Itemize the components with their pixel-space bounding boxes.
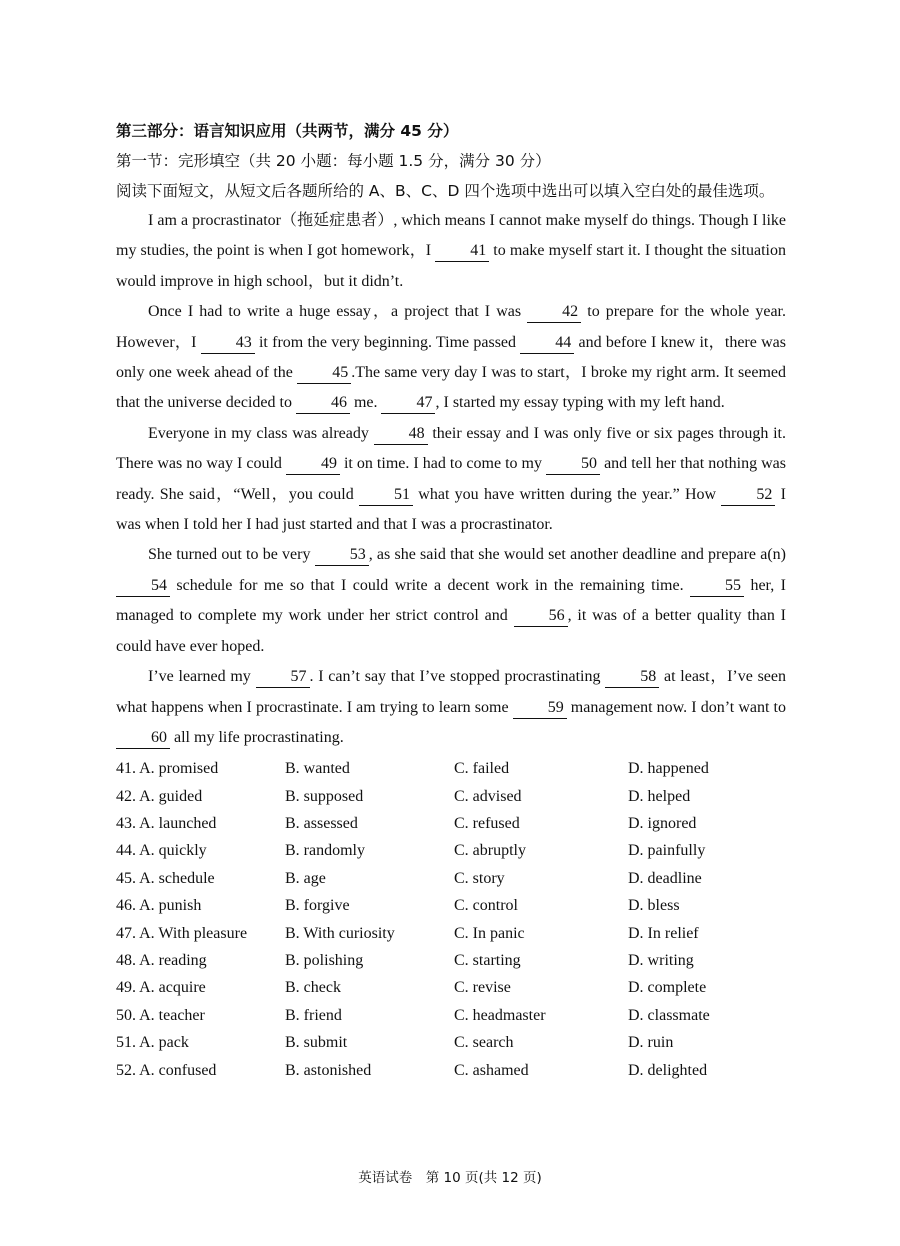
option-a: 47. A. With pleasure	[116, 924, 248, 942]
blank-46: 46	[296, 393, 350, 414]
section-title: 第一节：完形填空（共 20 小题：每小题 1.5 分，满分 30 分）	[116, 152, 551, 170]
option-d: D. painfully	[628, 842, 706, 860]
passage	[116, 206, 786, 753]
option-row	[116, 920, 786, 947]
blank-51: 51	[359, 485, 413, 506]
passage-text: Everyone in my class was already	[148, 424, 374, 442]
passage-text: it on time. I had to come to my	[339, 455, 547, 473]
option-b: B. forgive	[285, 897, 350, 915]
option-b: B. assessed	[285, 815, 358, 833]
option-a: 52. A. confused	[116, 1061, 217, 1079]
passage-text: .The same very day I was to start，I broke my right arm. It seemed that the universe decided to	[116, 364, 786, 412]
option-row	[116, 1057, 786, 1084]
option-row	[116, 837, 786, 864]
passage-text: to prepare for the whole year. However，I	[116, 303, 786, 351]
option-row	[116, 947, 786, 974]
option-b: B. polishing	[285, 952, 364, 970]
blank-48: 48	[374, 424, 428, 445]
option-d: D. happened	[628, 760, 709, 778]
option-a: 41. A. promised	[116, 760, 219, 778]
passage-paragraph	[116, 662, 786, 753]
passage-text: . I can’t say that I’ve stopped procrastinating	[309, 668, 606, 686]
option-c: C. headmaster	[454, 1006, 546, 1024]
option-c: C. story	[454, 869, 505, 887]
options-list	[116, 755, 786, 1084]
blank-55: 55	[690, 576, 744, 597]
option-row	[116, 783, 786, 810]
passage-text: me.	[349, 394, 382, 412]
passage-text: She turned out to be very	[148, 546, 315, 564]
option-b: B. randomly	[285, 842, 365, 860]
blank-44: 44	[520, 333, 574, 354]
blank-59: 59	[513, 698, 567, 719]
option-row	[116, 1002, 786, 1029]
option-c: C. control	[454, 897, 518, 915]
option-d: D. ruin	[628, 1034, 674, 1052]
option-a: 50. A. teacher	[116, 1006, 205, 1024]
option-a: 49. A. acquire	[116, 979, 206, 997]
option-a: 43. A. launched	[116, 815, 217, 833]
passage-text: , as she said that she would set another deadline and prepare a(n)	[368, 546, 787, 564]
option-d: D. helped	[628, 787, 691, 805]
blank-60: 60	[116, 728, 170, 749]
passage-text: at least，I’ve seen what happens when I procrastinate. I am trying to learn some	[116, 668, 786, 716]
passage-paragraph	[116, 297, 786, 419]
option-c: C. refused	[454, 815, 520, 833]
passage-text: their essay and I was only five or six pages through it. There was no way I could	[116, 424, 787, 473]
option-c: C. advised	[454, 787, 522, 805]
option-d: D. deadline	[628, 869, 702, 887]
passage-paragraph	[116, 206, 786, 297]
passage-paragraph	[116, 419, 786, 541]
passage-text: what you have written during the year.” How	[413, 485, 722, 503]
passage-text: I’ve learned my	[148, 668, 256, 686]
option-a: 45. A. schedule	[116, 869, 215, 887]
blank-52: 52	[721, 485, 775, 506]
option-b: B. astonished	[285, 1061, 372, 1079]
option-a: 44. A. quickly	[116, 842, 207, 860]
passage-paragraph	[116, 540, 786, 662]
option-row	[116, 1029, 786, 1056]
option-c: C. failed	[454, 760, 510, 778]
option-a: 48. A. reading	[116, 952, 207, 970]
passage-text: her, I managed to complete my work under her strict control and	[116, 576, 786, 625]
option-c: C. search	[454, 1034, 514, 1052]
passage-text: , it was of a better quality than I could have ever hoped.	[116, 607, 786, 655]
option-d: D. delighted	[628, 1061, 708, 1079]
blank-56: 56	[514, 606, 568, 627]
option-row	[116, 755, 786, 782]
passage-text: and tell her that nothing was ready. She said，“Well，you could	[116, 455, 786, 503]
option-row	[116, 865, 786, 892]
option-c: C. In panic	[454, 924, 525, 942]
passage-text: , I started my essay typing with my left hand.	[435, 394, 725, 412]
option-d: D. ignored	[628, 815, 697, 833]
blank-47: 47	[381, 393, 435, 414]
option-b: B. supposed	[285, 787, 364, 805]
option-b: B. submit	[285, 1034, 348, 1052]
option-row	[116, 892, 786, 919]
blank-41: 41	[435, 241, 489, 262]
content	[116, 116, 786, 1084]
option-d: D. In relief	[628, 924, 699, 942]
part-title: 第三部分：语言知识应用（共两节，满分 45 分）	[116, 122, 459, 140]
blank-54: 54	[116, 576, 170, 597]
passage-text: I am a procrastinator（拖延症患者）, which means I cannot make myself do things. Though I like my studies, the point is when I got homework，I	[116, 212, 786, 260]
option-d: D. complete	[628, 979, 707, 997]
page-footer: 英语试卷 第 10 页(共 12 页)	[358, 1170, 542, 1186]
option-c: C. abruptly	[454, 842, 526, 860]
blank-49: 49	[286, 454, 340, 475]
blank-50: 50	[546, 454, 600, 475]
option-d: D. writing	[628, 952, 694, 970]
passage-text: and before I knew it，there was only one week ahead of the	[116, 333, 786, 382]
passage-text: schedule for me so that I could write a decent work in the remaining time.	[170, 576, 691, 594]
option-b: B. check	[285, 979, 341, 997]
option-row	[116, 810, 786, 837]
blank-57: 57	[256, 667, 310, 688]
option-c: C. ashamed	[454, 1061, 529, 1079]
blank-53: 53	[315, 545, 369, 566]
option-a: 51. A. pack	[116, 1034, 189, 1052]
option-d: D. bless	[628, 897, 680, 915]
option-b: B. wanted	[285, 760, 350, 778]
blank-42: 42	[527, 302, 581, 323]
option-a: 42. A. guided	[116, 787, 203, 805]
blank-58: 58	[605, 667, 659, 688]
blank-43: 43	[201, 333, 255, 354]
option-a: 46. A. punish	[116, 897, 202, 915]
option-b: B. With curiosity	[285, 924, 395, 942]
option-d: D. classmate	[628, 1006, 710, 1024]
option-row	[116, 974, 786, 1001]
passage-text: it from the very beginning. Time passed	[254, 333, 521, 351]
instruction: 阅读下面短文，从短文后各题所给的 A、B、C、D 四个选项中选出可以填入空白处的最佳选项。	[116, 182, 775, 200]
blank-45: 45	[297, 363, 351, 384]
passage-text: I was when I told her I had just started and that I was a procrastinator.	[116, 485, 787, 534]
option-b: B. friend	[285, 1006, 342, 1024]
passage-text: management now. I don’t want to	[566, 698, 786, 716]
passage-text: Once I had to write a huge essay，a project that I was	[148, 303, 528, 321]
option-c: C. revise	[454, 979, 511, 997]
option-b: B. age	[285, 869, 326, 887]
option-c: C. starting	[454, 952, 521, 970]
passage-text: all my life procrastinating.	[170, 728, 344, 746]
passage-text: to make myself start it. I thought the situation would improve in high school，but it didn’t.	[116, 242, 786, 290]
